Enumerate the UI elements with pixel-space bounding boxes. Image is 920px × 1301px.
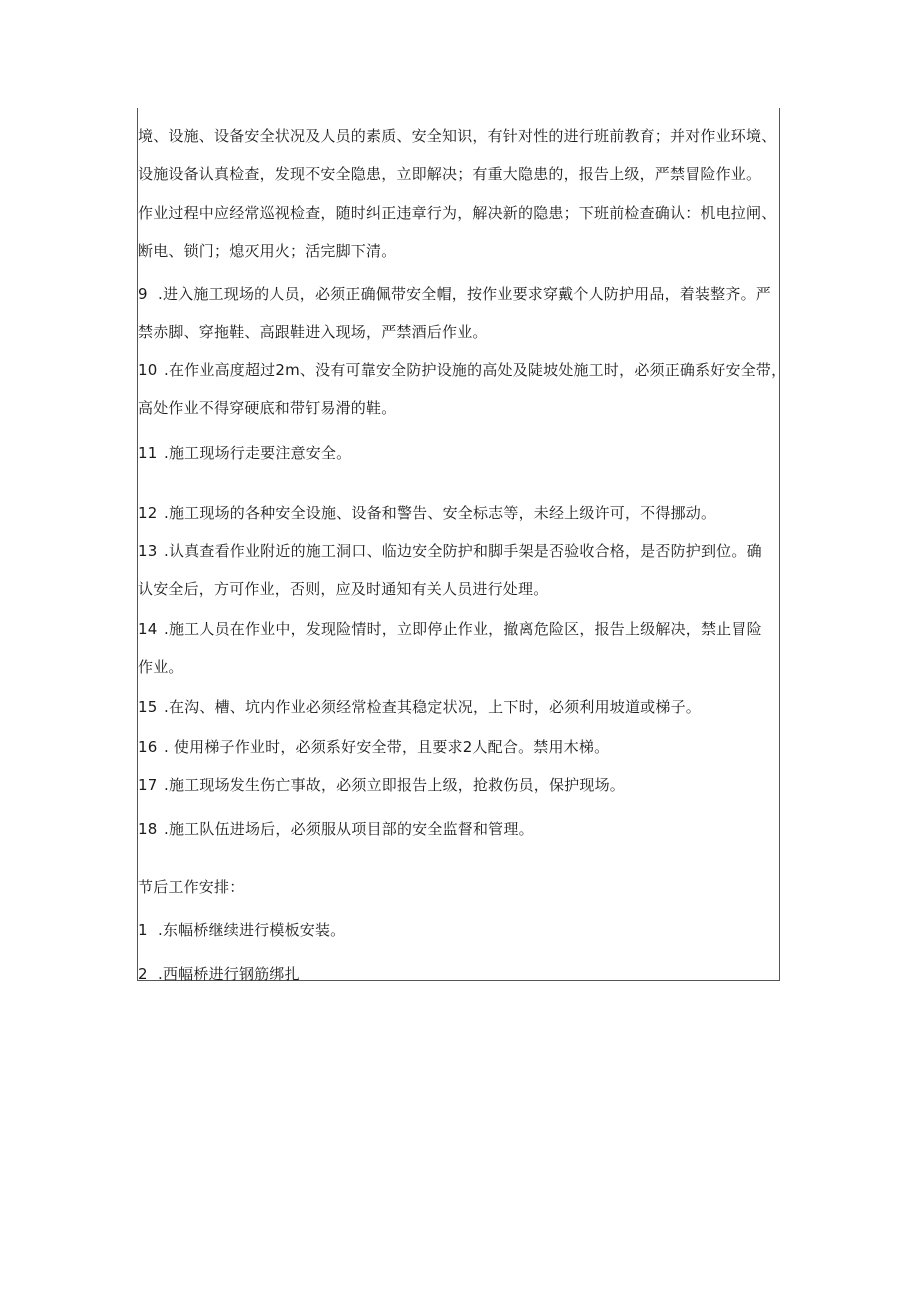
item-text: .施工现场的各种安全设施、设备和警告、安全标志等，未经上级许可，不得挪动。	[164, 504, 717, 522]
item-text: .在作业高度超过2m、没有可靠安全防护设施的高处及陡坡处施工时，必须正确系好安全带，	[164, 361, 787, 379]
item-text: .认真查看作业附近的施工洞口、临边安全防护和脚手架是否验收合格，是否防护到位。确	[164, 542, 762, 560]
item-text: .施工现场发生伤亡事故，必须立即报告上级，抢救伤员，保护现场。	[164, 776, 625, 794]
list-item	[138, 360, 786, 380]
item-number: 10	[138, 361, 158, 379]
list-item	[138, 819, 534, 839]
item-number: 16	[138, 738, 158, 756]
list-item	[138, 920, 345, 940]
intro-line: 断电、锁门；熄灭用火；活完脚下清。	[138, 242, 397, 260]
intro-line: 境、设施、设备安全状况及人员的素质、安全知识，有针对性的进行班前教育；并对作业环境、	[138, 127, 777, 145]
item-number: 17	[138, 776, 158, 794]
list-item	[138, 619, 762, 639]
item-text: .施工队伍进场后，必须服从项目部的安全监督和管理。	[164, 820, 534, 838]
list-item	[138, 443, 351, 463]
item-continuation: 禁赤脚、穿拖鞋、高跟鞋进入现场，严禁酒后作业。	[138, 323, 488, 341]
item-text: .施工人员在作业中，发现险情时，立即停止作业，撤离危险区，报告上级解决，禁止冒险	[164, 620, 762, 638]
item-number: 11	[138, 444, 158, 462]
item-text: .东幅桥继续进行模板安装。	[158, 921, 346, 939]
item-text: .在沟、槽、坑内作业必须经常检查其稳定状况，上下时，必须利用坡道或梯子。	[164, 698, 701, 716]
item-number: 1	[138, 921, 148, 939]
section-title: 节后工作安排：	[138, 878, 245, 896]
intro-line: 设施设备认真检查，发现不安全隐患，立即解决；有重大隐患的，报告上级，严禁冒险作业。	[138, 165, 762, 183]
list-item	[138, 964, 300, 984]
list-item	[138, 775, 625, 795]
item-continuation: 高处作业不得穿硬底和带钉易滑的鞋。	[138, 399, 397, 417]
list-item	[138, 737, 609, 757]
item-text: .施工现场行走要注意安全。	[164, 444, 352, 462]
item-continuation: 认安全后，方可作业，否则，应及时通知有关人员进行处理。	[138, 580, 549, 598]
item-number: 2	[138, 965, 148, 983]
item-number: 12	[138, 504, 158, 522]
item-number: 15	[138, 698, 158, 716]
item-continuation: 作业。	[138, 658, 184, 676]
list-item	[138, 697, 701, 717]
list-item	[138, 541, 762, 561]
list-item	[138, 284, 771, 304]
list-item	[138, 503, 716, 523]
intro-line: 作业过程中应经常巡视检查，随时纠正违章行为，解决新的隐患；下班前检查确认：机电拉闸、	[138, 204, 777, 222]
item-number: 13	[138, 542, 158, 560]
item-text: . 使用梯子作业时，必须系好安全带，且要求2人配合。禁用木梯。	[164, 738, 610, 756]
item-text: .西幅桥进行钢筋绑扎	[158, 965, 300, 983]
item-number: 18	[138, 820, 158, 838]
item-text: .进入施工现场的人员，必须正确佩带安全帽，按作业要求穿戴个人防护用品，着装整齐。严	[158, 285, 771, 303]
item-number: 14	[138, 620, 158, 638]
item-number: 9	[138, 285, 148, 303]
